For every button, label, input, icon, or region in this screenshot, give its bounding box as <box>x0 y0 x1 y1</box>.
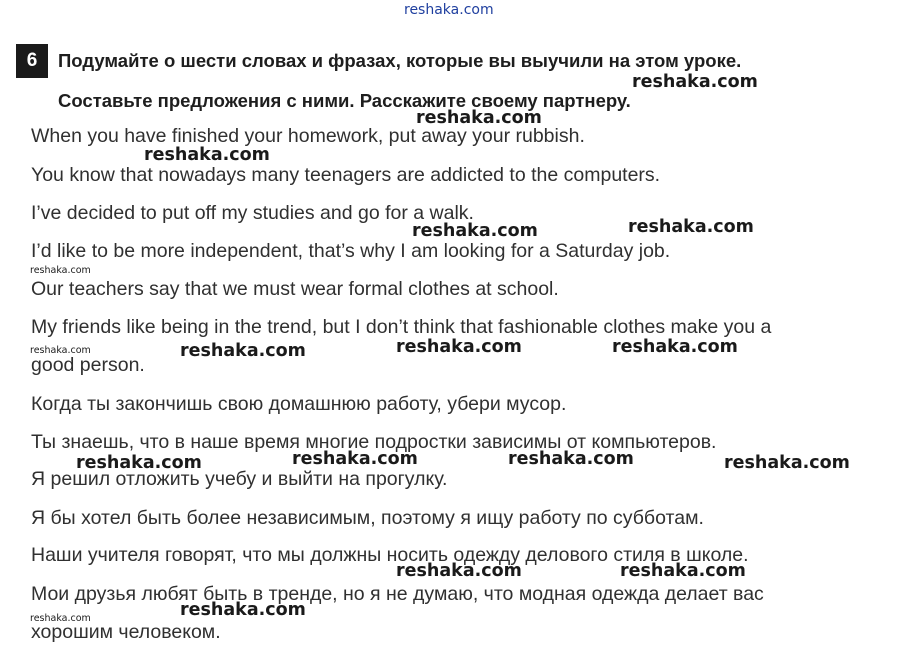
instruction-line-2: Составьте предложения с ними. Расскажите своему партнеру. <box>58 90 631 111</box>
russian-sentence-4: Я бы хотел быть более независимым, поэтому я ищу работу по субботам. <box>31 507 704 529</box>
english-sentence-1: When you have finished your homework, put away your rubbish. <box>31 125 585 147</box>
russian-sentence-3: Я решил отложить учебу и выйти на прогулку. <box>31 468 448 490</box>
english-sentence-3: I’ve decided to put off my studies and go for a walk. <box>31 202 474 224</box>
watermark-small: reshaka.com <box>30 345 91 356</box>
watermark: reshaka.com <box>612 337 738 357</box>
exercise-number-badge: 6 <box>16 44 48 78</box>
russian-sentence-6b: хорошим человеком. <box>31 621 221 643</box>
watermark: reshaka.com <box>180 600 306 620</box>
watermark: reshaka.com <box>292 449 418 469</box>
site-watermark-top: reshaka.com <box>404 2 494 18</box>
russian-sentence-5: Наши учителя говорят, что мы должны носить одежду делового стиля в школе. <box>31 544 749 566</box>
watermark: reshaka.com <box>180 341 306 361</box>
watermark: reshaka.com <box>396 561 522 581</box>
russian-sentence-6a: Мои друзья любят быть в тренде, но я не думаю, что модная одежда делает вас <box>31 583 764 605</box>
watermark-small: reshaka.com <box>30 265 91 276</box>
watermark-small: reshaka.com <box>30 613 91 624</box>
instruction-line-1: Подумайте о шести словах и фразах, которые вы выучили на этом уроке. <box>58 50 742 71</box>
watermark: reshaka.com <box>396 337 522 357</box>
watermark: reshaka.com <box>416 108 542 128</box>
watermark: reshaka.com <box>724 453 850 473</box>
watermark: reshaka.com <box>412 221 538 241</box>
watermark: reshaka.com <box>620 561 746 581</box>
english-sentence-2: You know that nowadays many teenagers are addicted to the computers. <box>31 164 661 186</box>
watermark: reshaka.com <box>76 453 202 473</box>
english-sentence-6b: good person. <box>31 354 145 376</box>
watermark: reshaka.com <box>632 72 758 92</box>
english-sentence-6a: My friends like being in the trend, but I don’t think that fashionable clothes make you a <box>31 316 772 338</box>
english-sentence-4: I’d like to be more independent, that’s why I am looking for a Saturday job. <box>31 240 671 262</box>
watermark: reshaka.com <box>508 449 634 469</box>
russian-sentence-2: Ты знаешь, что в наше время многие подростки зависимы от компьютеров. <box>31 431 717 453</box>
english-sentence-5: Our teachers say that we must wear formal clothes at school. <box>31 278 559 300</box>
watermark: reshaka.com <box>144 145 270 165</box>
watermark: reshaka.com <box>628 217 754 237</box>
russian-sentence-1: Когда ты закончишь свою домашнюю работу, убери мусор. <box>31 393 567 415</box>
